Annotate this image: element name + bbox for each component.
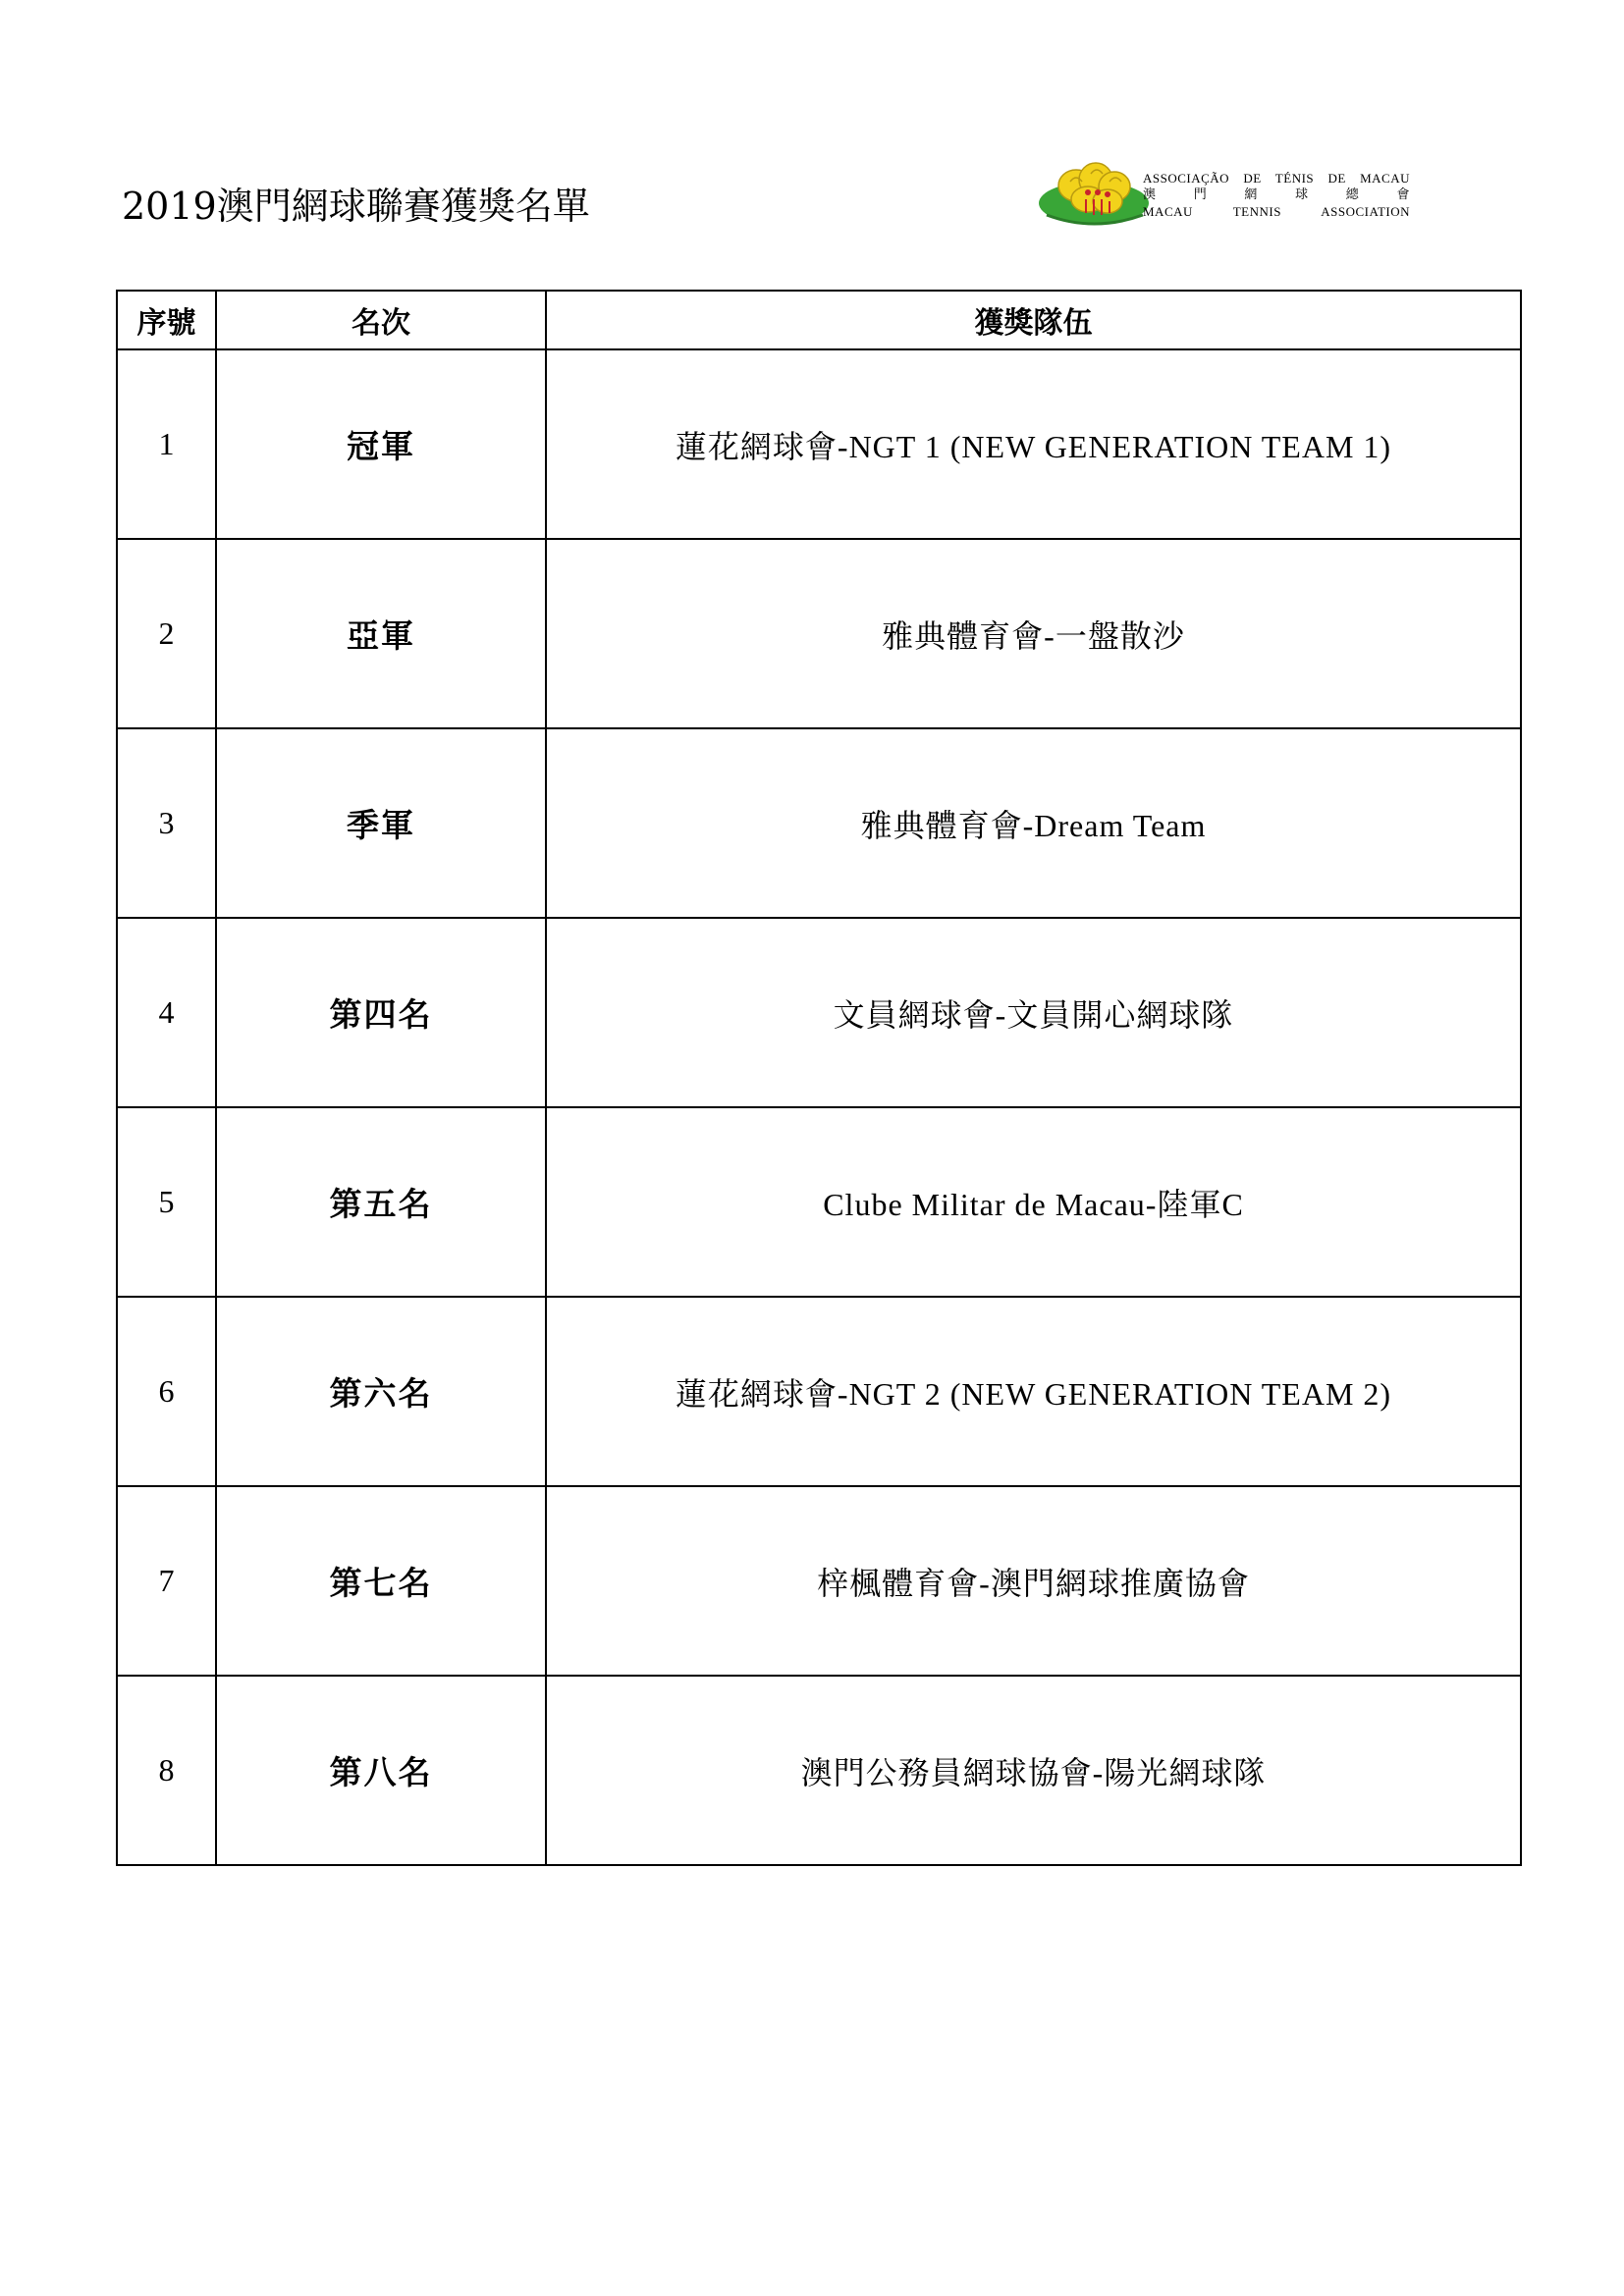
table-row [117, 1676, 1521, 1865]
row-rank: 季軍 [216, 728, 546, 918]
table-row [117, 1297, 1521, 1486]
header-serial-number: 序號 [117, 291, 216, 349]
row-rank: 亞軍 [216, 539, 546, 728]
logo-wordmark [1143, 170, 1410, 220]
awards-table [116, 290, 1522, 1866]
row-team: 蓮花網球會-NGT 1 (NEW GENERATION TEAM 1) [546, 349, 1521, 539]
association-logo [1037, 160, 1410, 231]
row-team: Clube Militar de Macau-陸軍C [546, 1107, 1521, 1297]
table-row [117, 918, 1521, 1107]
table-row [117, 728, 1521, 918]
page-title: 2019澳門網球聯賽獲獎名單 [122, 185, 590, 228]
logo-line-chinese: 澳 門 網 球 總 會 [1143, 187, 1410, 202]
row-serial-number: 8 [117, 1676, 216, 1865]
row-rank: 第八名 [216, 1676, 546, 1865]
row-rank: 第四名 [216, 918, 546, 1107]
row-serial-number: 2 [117, 539, 216, 728]
row-serial-number: 5 [117, 1107, 216, 1297]
header-rank: 名次 [216, 291, 546, 349]
row-rank: 冠軍 [216, 349, 546, 539]
row-serial-number: 7 [117, 1486, 216, 1676]
table-row [117, 539, 1521, 728]
row-team: 澳門公務員網球協會-陽光網球隊 [546, 1676, 1521, 1865]
logo-line-english: MACAU TENNIS ASSOCIATION [1143, 204, 1410, 219]
table-row [117, 1107, 1521, 1297]
row-team: 蓮花網球會-NGT 2 (NEW GENERATION TEAM 2) [546, 1297, 1521, 1486]
lotus-tennis-emblem-icon [1037, 160, 1151, 231]
table-row [117, 1486, 1521, 1676]
row-serial-number: 6 [117, 1297, 216, 1486]
row-team: 雅典體育會-一盤散沙 [546, 539, 1521, 728]
row-serial-number: 1 [117, 349, 216, 539]
row-serial-number: 4 [117, 918, 216, 1107]
table-row [117, 349, 1521, 539]
row-rank: 第七名 [216, 1486, 546, 1676]
row-team: 梓楓體育會-澳門網球推廣協會 [546, 1486, 1521, 1676]
row-rank: 第五名 [216, 1107, 546, 1297]
header-team: 獲獎隊伍 [546, 291, 1521, 349]
row-team: 雅典體育會-Dream Team [546, 728, 1521, 918]
table-header-row [117, 291, 1521, 349]
row-serial-number: 3 [117, 728, 216, 918]
row-team: 文員網球會-文員開心網球隊 [546, 918, 1521, 1107]
logo-line-portuguese: ASSOCIAÇÃO DE TÉNIS DE MACAU [1143, 171, 1410, 186]
row-rank: 第六名 [216, 1297, 546, 1486]
